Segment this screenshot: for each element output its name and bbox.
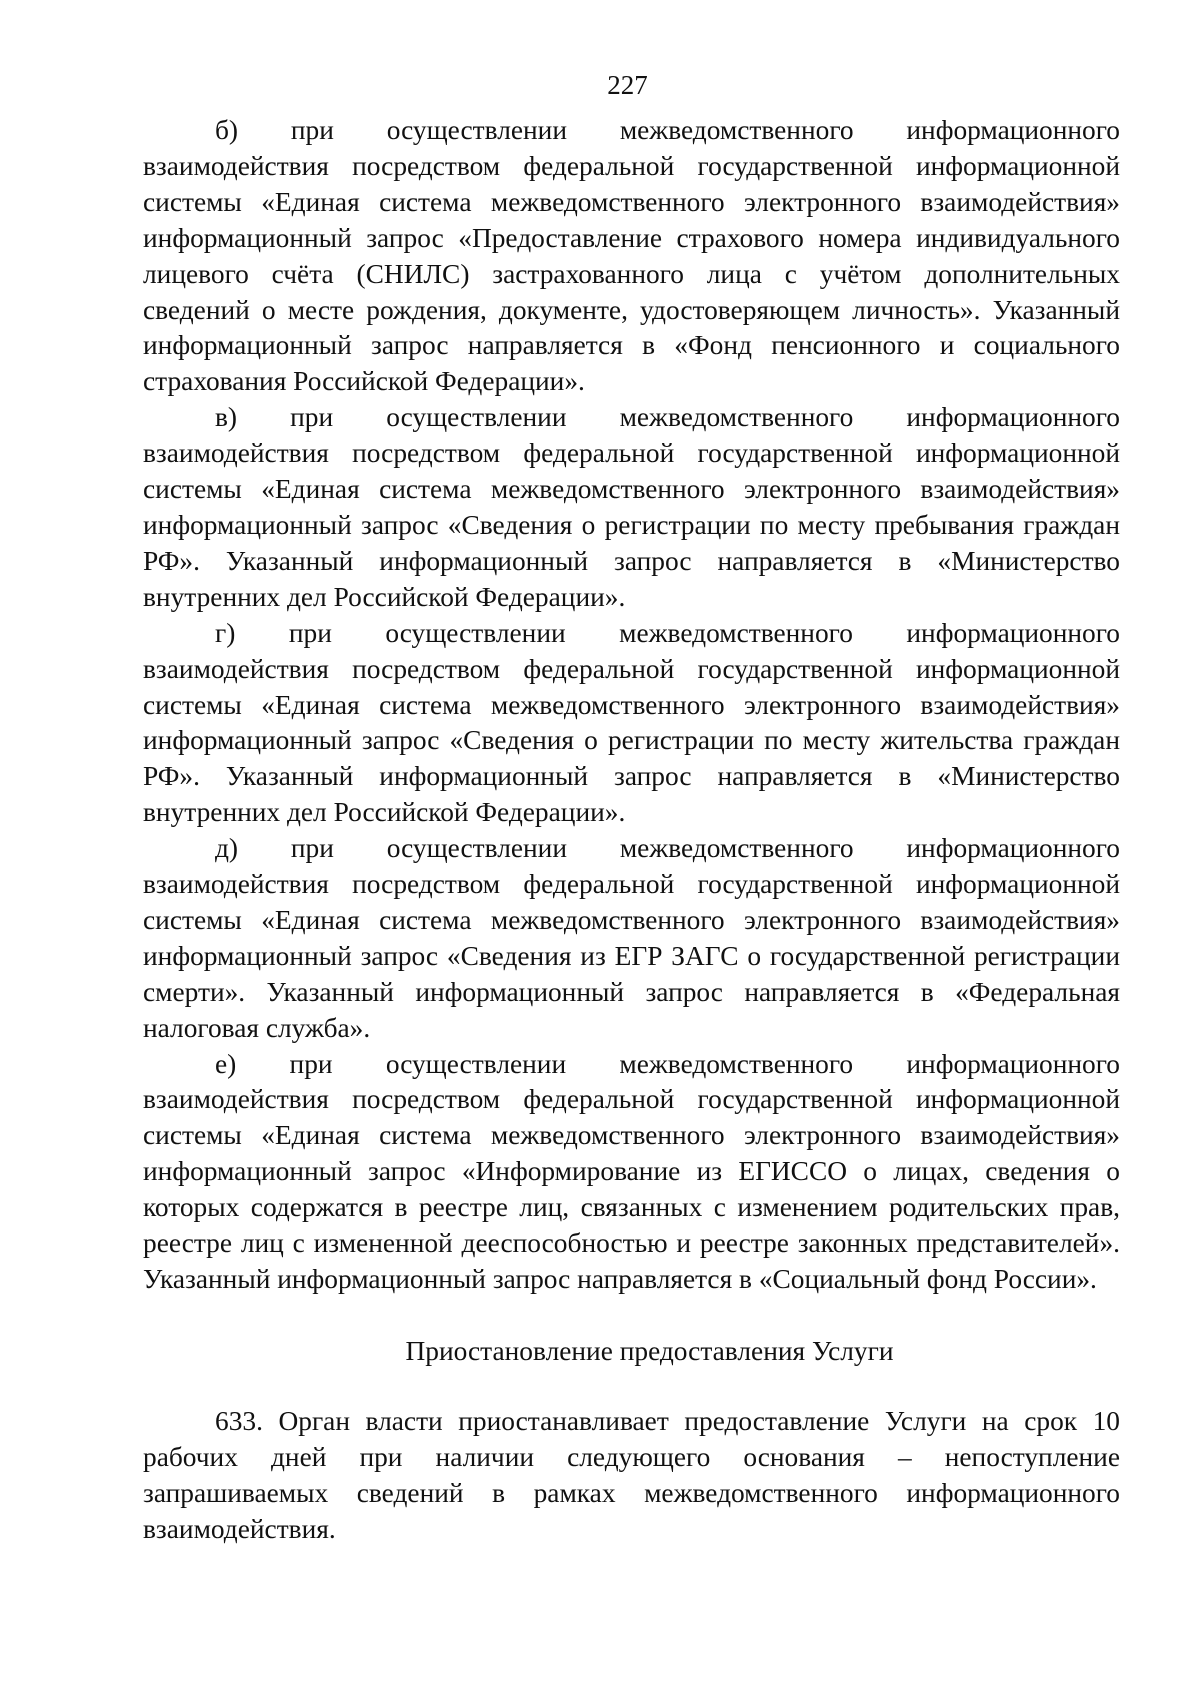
paragraph-d: д) при осуществлении межведомственного информационного взаимодействия посредством федеральной государственной информационной системы «Единая система межведомственного электронного взаимодействия» информационный запрос «Сведения из ЕГР ЗАГС о государственной регистрации смерти». Указанный информационный запрос направляется в «Федеральная налоговая служба». bbox=[143, 833, 1120, 1043]
paragraph-633: 633. Орган власти приостанавливает предоставление Услуги на срок 10 рабочих дней при наличии следующего основания – непоступление запрашиваемых сведений в рамках межведомственного информационного взаимодействия. bbox=[143, 1405, 1120, 1544]
paragraph-v: в) при осуществлении межведомственного информационного взаимодействия посредством федеральной государственной информационной системы «Единая система межведомственного электронного взаимодействия» информационный запрос «Сведения о регистрации по месту пребывания граждан РФ». Указанный информационный запрос направляется в «Министерство внутренних дел Российской Федерации». bbox=[143, 402, 1120, 612]
section-heading: Приостановление предоставления Услуги bbox=[405, 1335, 894, 1366]
paragraph-b: б) при осуществлении межведомственного информационного взаимодействия посредством федеральной государственной информационной системы «Единая система межведомственного электронного взаимодействия» информационный запрос «Предоставление страхового номера индивидуального лицевого счёта (СНИЛС) застрахованного лица с учётом дополнительных сведений о месте рождения, документе, удостоверяющем личность». Указанный информационный запрос направляется в «Фонд пенсионного и социального страхования Российской Федерации». bbox=[143, 115, 1120, 397]
paragraph-e: е) при осуществлении межведомственного информационного взаимодействия посредством федеральной государственной информационной системы «Единая система межведомственного электронного взаимодействия» информационный запрос «Информирование из ЕГИССО о лицах, сведения о которых содержатся в реестре лиц, связанных с изменением родительских прав, реестре лиц с измененной дееспособностью и реестре законных представителей». Указанный информационный запрос направляется в «Социальный фонд России». bbox=[143, 1048, 1120, 1294]
paragraph-g: г) при осуществлении межведомственного информационного взаимодействия посредством федеральной государственной информационной системы «Единая система межведомственного электронного взаимодействия» информационный запрос «Сведения о регистрации по месту жительства граждан РФ». Указанный информационный запрос направляется в «Министерство внутренних дел Российской Федерации». bbox=[143, 617, 1120, 828]
page-number: 227 bbox=[607, 70, 648, 100]
document-body bbox=[143, 113, 1120, 1547]
